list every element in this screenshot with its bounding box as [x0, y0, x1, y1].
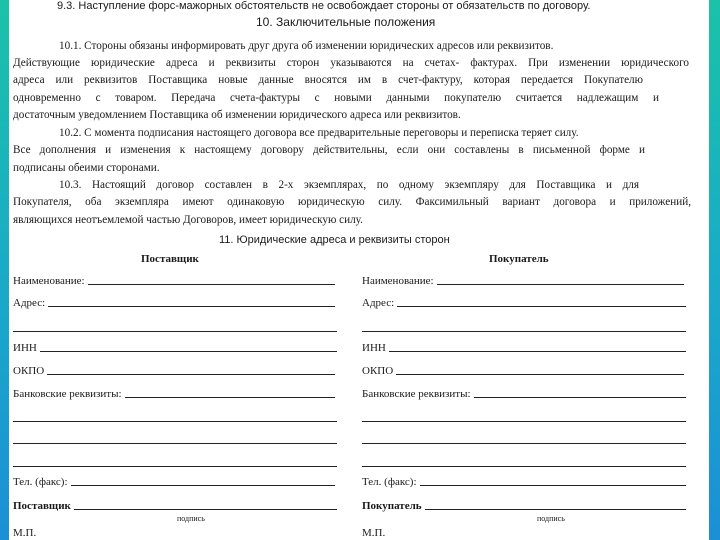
supplier-stamp-label: М.П. — [13, 527, 37, 539]
supplier-header: Поставщик — [141, 253, 199, 265]
buyer-bank-label: Банковские реквизиты: — [362, 388, 471, 400]
buyer-stamp-label: М.П. — [362, 527, 386, 539]
supplier-name-label: Наименование: — [13, 275, 85, 287]
section-10-title: 10. Заключительные положения — [256, 15, 436, 29]
supplier-bank-line-4[interactable] — [13, 466, 337, 467]
buyer-phone-field[interactable] — [362, 475, 686, 488]
supplier-bank-line-2[interactable] — [13, 421, 337, 422]
paragraph-10-3-line: 10.3. Настоящий договор составлен в 2-х экземплярах, по одному экземпляру для Поставщика и для — [59, 179, 639, 191]
supplier-inn-label: ИНН — [13, 342, 37, 354]
supplier-address-label: Адрес: — [13, 297, 46, 309]
buyer-bank-line-4[interactable] — [362, 466, 686, 467]
buyer-name-label: Наименование: — [362, 275, 434, 287]
paragraph-10-2-line: Все дополнения и изменения к настоящему договору действительны, если они составлены в письменной форме и — [13, 144, 645, 156]
supplier-phone-label: Тел. (факс): — [13, 476, 68, 488]
buyer-name-field[interactable] — [362, 274, 684, 287]
paragraph-10-1-line: одновременно с товаром. Передача счета-фактуры с новыми данными покупателю считается надлежащим и — [13, 92, 659, 104]
supplier-signature-caption: подпись — [177, 514, 205, 523]
supplier-name-field[interactable] — [13, 274, 335, 287]
supplier-sign-label: Поставщик — [13, 500, 71, 512]
buyer-okpo-label: ОКПО — [362, 365, 394, 377]
supplier-address-field[interactable] — [13, 296, 335, 309]
paragraph-10-2-line: подписаны обеими сторонами. — [13, 162, 160, 174]
buyer-address-extra-line[interactable] — [362, 331, 686, 332]
section-11-title: 11. Юридические адреса и реквизиты сторон — [219, 234, 450, 246]
buyer-signature-caption: подпись — [537, 514, 565, 523]
document-page — [9, 0, 709, 540]
buyer-okpo-field[interactable] — [362, 364, 684, 377]
supplier-phone-field[interactable] — [13, 475, 335, 488]
buyer-inn-field[interactable] — [362, 341, 686, 354]
paragraph-10-3-line: Покупателя, оба экземпляра имеют одинаковую юридическую силу. Факсимильный вариант договора и приложений, — [13, 196, 691, 208]
supplier-bank-label: Банковские реквизиты: — [13, 388, 122, 400]
supplier-bank-line-3[interactable] — [13, 443, 337, 444]
buyer-bank-line-2[interactable] — [362, 421, 686, 422]
supplier-bank-field[interactable] — [13, 387, 335, 400]
buyer-bank-field[interactable] — [362, 387, 686, 400]
buyer-address-label: Адрес: — [362, 297, 395, 309]
paragraph-10-1-line: 10.1. Стороны обязаны информировать друг друга об изменении юридических адресов или реквизитов. — [59, 40, 554, 52]
supplier-okpo-label: ОКПО — [13, 365, 45, 377]
buyer-inn-label: ИНН — [362, 342, 386, 354]
paragraph-10-3-line: являющихся неотъемлемой частью Договоров, имеет юридическую силу. — [13, 214, 363, 226]
buyer-header: Покупатель — [489, 253, 549, 265]
clause-9-3: 9.3. Наступление форс-мажорных обстоятельств не освобождает стороны от обязательств по договору. — [57, 0, 591, 12]
supplier-okpo-field[interactable] — [13, 364, 335, 377]
supplier-address-extra-line[interactable] — [13, 331, 337, 332]
buyer-phone-label: Тел. (факс): — [362, 476, 417, 488]
buyer-bank-line-3[interactable] — [362, 443, 686, 444]
paragraph-10-1-line: достаточным уведомлением Поставщика об изменении юридического адреса или реквизитов. — [13, 109, 461, 121]
buyer-address-field[interactable] — [362, 296, 686, 309]
paragraph-10-1-line: адреса или реквизитов Поставщика новые данные вносятся им в счет-фактуру, которая передается Покупателю — [13, 74, 643, 86]
supplier-signature-field[interactable] — [13, 499, 337, 512]
supplier-inn-field[interactable] — [13, 341, 337, 354]
buyer-sign-label: Покупатель — [362, 500, 422, 512]
paragraph-10-2-line: 10.2. С момента подписания настоящего договора все предварительные переговоры и переписка теряет силу. — [59, 127, 579, 139]
paragraph-10-1-line: Действующие юридические адреса и реквизиты сторон указываются на счетах- фактурах. При изменении юридического — [13, 57, 689, 69]
buyer-signature-field[interactable] — [362, 499, 686, 512]
